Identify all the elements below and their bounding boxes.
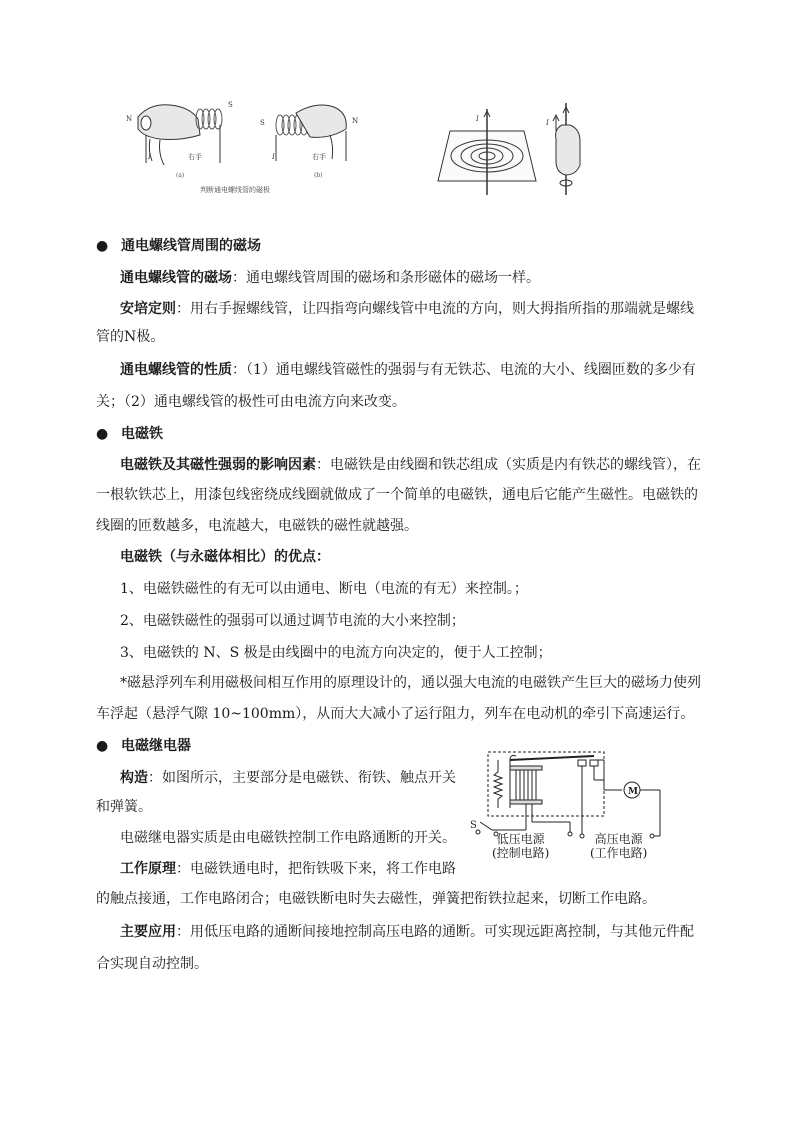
hand-wire-illustration <box>553 103 580 195</box>
heading-solenoid: ● 通电螺线管周围的磁场 <box>96 238 261 254</box>
relay-principle-line-1: 工作原理：电磁铁通电时，把衔铁吸下来，将工作电路 <box>120 861 456 877</box>
heading-relay: ● 电磁继电器 <box>96 738 191 754</box>
solenoid-props-line-1: 通电螺线管的性质：（1）通电螺线管磁性的强弱与有无铁芯、电流的大小、线圈匝数的多少有 <box>120 362 696 378</box>
maglev-line-1: *磁悬浮列车利用磁极间相互作用的原理设计的，通以强大电流的电磁铁产生巨大的磁场力使列 <box>120 675 701 691</box>
ampere-rule-line-2: 管的N极。 <box>96 329 165 345</box>
solenoid-field-line: 通电螺线管的磁场：通电螺线管周围的磁场和条形磁体的磁场一样。 <box>120 270 540 286</box>
electromagnet-adv-1: 1、电磁铁磁性的有无可以由通电、断电（电流的有无）来控制。； <box>120 581 528 597</box>
motor-label: M <box>628 787 638 797</box>
electromagnet-def-line-2: 一根软铁芯上，用漆包线密绕成线圈就做成了一个简单的电磁铁，通电后它能产生磁性。电磁铁的 <box>96 487 698 503</box>
hand-a-pole-s: S <box>228 101 233 109</box>
bullet-icon: ● <box>96 426 109 442</box>
relay-app-line-1: 主要应用：用低压电路的通断间接地控制高压电路的通断。可实现远距离控制，与其他元件配 <box>120 924 694 940</box>
hand-wire-current: I <box>546 119 549 127</box>
wire-field-illustration <box>438 109 536 195</box>
bullet-icon: ● <box>96 738 109 754</box>
wire-current: I <box>476 115 479 123</box>
switch-label: S <box>470 820 477 831</box>
bullet-icon: ● <box>96 238 109 254</box>
hand-a-pole-n: N <box>126 115 133 123</box>
relay-diagram <box>470 750 670 868</box>
relay-struct-line-1: 构造：如图所示，主要部分是电磁铁、衔铁、触点开关 <box>120 770 456 786</box>
hand-b-pole-n: N <box>352 117 359 125</box>
figure-sub-b: (b) <box>314 172 323 179</box>
hand-b-label: 右手 <box>312 153 326 161</box>
high-voltage-label: 高压电源 (工作电路) <box>590 832 648 860</box>
figure-sub-a: (a) <box>176 172 185 179</box>
solenoid-props-line-2: 关；（2）通电螺线管的极性可由电流方向来改变。 <box>96 394 406 410</box>
hand-a-label: 右手 <box>188 153 202 161</box>
relay-essence-line: 电磁继电器实质是由电磁铁控制工作电路通断的开关。 <box>120 830 456 846</box>
electromagnet-def-line-3: 线圈的匝数越多，电流越大，电磁铁的磁性就越强。 <box>96 518 418 534</box>
electromagnet-adv-2: 2、电磁铁磁性的强弱可以通过调节电流的大小来控制； <box>120 613 465 629</box>
hand-a-current: I <box>148 153 151 161</box>
hand-b-current: I <box>272 153 275 161</box>
electromagnet-def-line-1: 电磁铁及其磁性强弱的影响因素：电磁铁是由线圈和铁芯组成（实质是内有铁芯的螺线管），在 <box>120 457 701 473</box>
maglev-line-2: 车浮起（悬浮气隙 10~100mm），从而大大减小了运行阻力，列车在电动机的牵引下高速运行。 <box>96 706 695 722</box>
electromagnet-adv-title: 电磁铁（与永磁体相比）的优点： <box>120 549 330 565</box>
low-voltage-label: 低压电源 (控制电路) <box>492 832 550 860</box>
relay-struct-line-2: 和弹簧。 <box>96 799 152 815</box>
electromagnet-adv-3: 3、电磁铁的 N、S 极是由线圈中的电流方向决定的，便于人工控制； <box>120 645 552 661</box>
hand-b-pole-s: S <box>260 119 265 127</box>
ampere-rule-line-1: 安培定则：用右手握螺线管，让四指弯向螺线管中电流的方向，则大拇指所指的那端就是螺线 <box>120 301 694 317</box>
relay-app-line-2: 合实现自动控制。 <box>96 956 208 972</box>
relay-principle-line-2: 的触点接通，工作电路闭合；电磁铁断电时失去磁性，弹簧把衔铁拉起来，切断工作电路。 <box>96 891 656 907</box>
heading-electromagnet: ● 电磁铁 <box>96 426 163 442</box>
figure-caption: 判断通电螺线管的磁极 <box>200 186 270 194</box>
